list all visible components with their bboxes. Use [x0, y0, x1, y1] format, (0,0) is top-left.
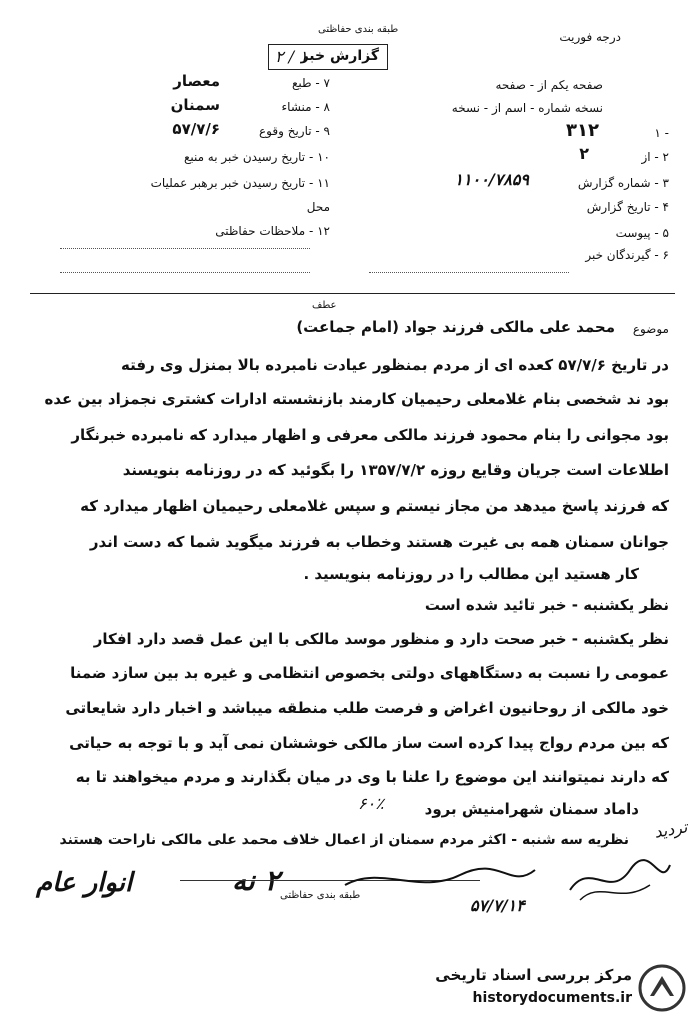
body-line: بود مجوانی را بنام محمود فرزند مالکی معرفی و اظهار میدارد که نامبرده خبرنگار	[71, 426, 669, 444]
field-label: ۷ - طبع	[292, 76, 330, 90]
field-label: ۱۲ - ملاحظات حفاظتی	[215, 224, 330, 238]
field-label: محل	[306, 200, 330, 214]
body-line: که فرزند پاسخ میدهد من مجاز نیستم و سپس غلامعلی رحیمیان اظهار میدارد که	[80, 497, 669, 515]
dotted-rule	[369, 272, 569, 273]
right-fields	[389, 120, 669, 270]
body-line: کار هستید این مطالب را در روزنامه بنویسید .	[303, 565, 639, 583]
copy-ref: نسخه شماره - اسم از - نسخه	[451, 101, 603, 115]
body-line: بود ند شخصی بنام غلامعلی رحیمیان کارمند بازنشسته ادارات کشتری نجمزاد بین عده	[44, 390, 669, 408]
field-label: ۶ - گیرندگان خبر	[585, 248, 669, 262]
page-ref: صفحه یکم از - صفحه	[495, 78, 603, 92]
field-value: معصار	[173, 72, 220, 90]
signature-mid: ۲ نه	[232, 864, 280, 897]
opinion-third: نظریه سه شنبه - اکثر مردم سمنان از اعمال خلاف محمد علی مالکی ناراحت هستند	[59, 832, 629, 848]
body-line: اطلاعات است جریان وقایع روزه ۱۳۵۷/۷/۲ را بگوئید که در روزنامه بنویسند	[122, 461, 669, 479]
watermark-title: مرکز بررسی اسناد تاریخی	[435, 966, 632, 984]
dotted-rule	[60, 272, 310, 273]
field-label: ۵ - پیوست	[615, 226, 669, 240]
field-label: ۸ - منشاء	[281, 100, 330, 114]
watermark-url: historydocuments.ir	[472, 990, 632, 1006]
title-box	[268, 44, 388, 70]
header-separator	[30, 293, 675, 294]
field-value: ۳۱۲	[566, 120, 599, 141]
footer-date: ۵۷/۷/۱۴	[470, 896, 525, 915]
field-label: ۳ - شماره گزارش	[577, 176, 669, 190]
dotted-rule	[60, 248, 310, 249]
field-label: ۹ - تاریخ وقوع	[259, 124, 330, 138]
subject-label: موضوع	[632, 322, 669, 336]
field-label: ۱۱ - تاریخ رسیدن خبر برهبر عملیات	[150, 176, 330, 190]
field-value: ۵۷/۷/۶	[172, 120, 220, 138]
signature-scribble	[340, 860, 540, 900]
margin-note: تردید	[652, 817, 689, 842]
priority-label: درجه فوریت	[559, 30, 621, 44]
field-label: ۴ - تاریخ گزارش	[586, 200, 669, 214]
opinion-line: که بین مردم رواج پیدا کرده است ساز مالکی خوششان نمی آید و با توجه به حیاتی	[69, 734, 669, 752]
body-line: در تاریخ ۵۷/۷/۶ کعده ای از مردم بمنظور عیادت نامبرده بالا بمنزل وی رفته	[121, 356, 669, 374]
field-value: سمنان	[170, 96, 220, 114]
percent-note: ۶۰٪	[358, 794, 384, 813]
field-label: ۲ - از	[641, 150, 669, 164]
left-fields	[40, 70, 330, 240]
watermark	[400, 960, 690, 1020]
opinion-line: داماد سمنان شهرامنیش برود	[424, 800, 639, 818]
opinion-line: نظر یکشنبه - خبر صحت دارد و منظور موسد مالکی با این عمل قصد دارد افکار	[93, 630, 669, 648]
signature-left: انوار عام	[36, 868, 133, 898]
field-label: ۱ -	[654, 126, 669, 140]
field-value: ۲	[579, 144, 589, 163]
field-value: ۱۱۰۰/۷۸۵۹	[454, 170, 529, 189]
opinion-line: عمومی را نسبت به دستگاههای دولتی بخصوص انتظامی و غیره بد بین سازد ضمنا	[70, 664, 669, 682]
signature-scribble	[560, 850, 680, 910]
subject-annotation: عطف	[312, 300, 337, 311]
opinion-source: نظر یکشنبه - خبر تائید شده است	[424, 596, 669, 614]
body-line: جوانان سمنان همه بی غیرت هستند وخطاب به فرزند میگوید شما که دست اندر	[89, 533, 669, 551]
page-title: گزارش خبر	[300, 48, 379, 64]
classification-label: طبقه بندی حفاظتی	[318, 24, 399, 35]
opinion-line: که دارند نمیتوانند این موضوع را علنا با وی در میان بگذارند و مردم میخواهند تا به	[75, 768, 669, 786]
logo-icon	[638, 964, 686, 1012]
footer-classification: طبقه بندی حفاظتی	[280, 890, 361, 901]
field-label: ۱۰ - تاریخ رسیدن خبر به منبع	[183, 150, 330, 164]
opinion-line: خود مالکی از روحانیون اغراض و فرصت طلب منطقه میباشد و اخبار دارد شایعاتی	[65, 699, 669, 717]
title-handwriting: ۲ / ۱	[275, 47, 308, 66]
subject-value: محمد علی مالکی فرزند جواد (امام جماعت)	[296, 318, 615, 336]
